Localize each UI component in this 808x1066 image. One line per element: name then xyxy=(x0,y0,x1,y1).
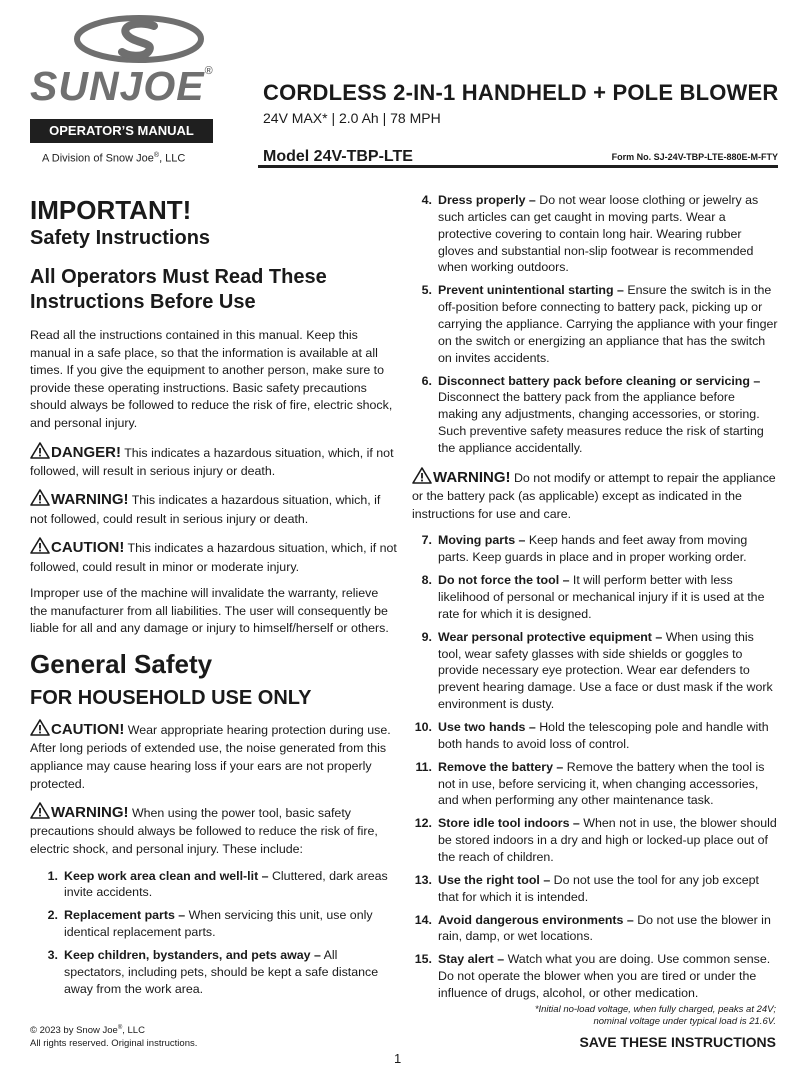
brand-wordmark: SUNJOE® xyxy=(30,63,214,109)
danger-keyword: DANGER! xyxy=(51,443,121,461)
warning-text: This indicates a hazardous situation, which, if not followed, could result in serious injury or death. xyxy=(30,493,381,526)
caution-keyword: CAUTION! xyxy=(51,539,125,557)
warning-notice xyxy=(30,489,398,528)
household-use-heading: FOR HOUSEHOLD USE ONLY xyxy=(30,686,312,709)
hearing-caution-notice xyxy=(30,719,398,793)
danger-notice xyxy=(30,442,398,481)
warning-triangle-icon xyxy=(30,537,50,554)
power-tool-warning-notice xyxy=(30,802,398,859)
list-item: 5. Prevent unintentional starting – Ensure the switch is in the off-position before connecting to battery pack, picking up or carrying the appliance. Carrying the appliance with your finger on the switch or energizing an appliance that has the switch on invites accidents. xyxy=(421,283,778,365)
caution-keyword: CAUTION! xyxy=(51,720,125,738)
rights-text: All rights reserved. Original instructions. xyxy=(30,1037,198,1049)
warning-keyword: WARNING! xyxy=(51,804,129,822)
must-read-heading: All Operators Must Read These Instructions Before Use xyxy=(30,265,327,313)
modify-warning-text: Do not modify or attempt to repair the appliance or the battery pack (as applicable) except as indicated in the instructions for use and care. xyxy=(412,470,776,521)
voltage-footnote xyxy=(470,1004,776,1029)
list-item: 9. Wear personal protective equipment – When using this tool, wear safety glasses with side shields or goggles to provide necessary eye protection. Wear ear defenders to prevent hearing damage. Use a face or dust mask if the work environment is dusty. xyxy=(421,629,773,712)
list-item: 3. Keep children, bystanders, and pets away – All spectators, including pets, should be kept a safe distance away from the work area. xyxy=(47,948,379,996)
safety-list-right-b xyxy=(412,532,778,1001)
safety-instructions-heading: Safety Instructions xyxy=(30,226,211,249)
warning-triangle-icon xyxy=(412,467,432,484)
footnote-line: nominal voltage under typical load is 21.6V. xyxy=(593,1016,776,1028)
danger-text: This indicates a hazardous situation, which, if not followed, will result in serious injury or death. xyxy=(30,445,394,478)
list-item: 1. Keep work area clean and well-lit – Cluttered, dark areas invite accidents. xyxy=(47,868,388,900)
improper-use-paragraph: Improper use of the machine will invalidate the warranty, relieve the manufacturer from all liabilities. The user will consequently be liable for all and any damage or injury to himself/herself or others. xyxy=(30,586,389,636)
product-title: CORDLESS 2-IN-1 HANDHELD + POLE BLOWER xyxy=(263,80,779,105)
sunjoe-logo-mark xyxy=(72,14,206,64)
form-number: Form No. SJ-24V-TBP-LTE-880E-M-FTY xyxy=(611,152,778,162)
list-item: 7. Moving parts – Keep hands and feet away from moving parts. Keep guards in place and in proper working order. xyxy=(421,533,748,565)
important-heading: IMPORTANT! xyxy=(30,195,192,225)
page-number: 1 xyxy=(394,1051,402,1066)
warning-triangle-icon xyxy=(30,442,50,459)
intro-paragraph: Read all the instructions contained in this manual. Keep this manual in a safe place, so that the information is available at all times. If you give the equipment to another person, make sure to provide these operating instructions. Basic safety precautions should always be followed to reduce the risk of fire, electric shock, and personal injury. xyxy=(30,327,393,430)
list-item: 13. Use the right tool – Do not use the tool for any job except that for which it is intended. xyxy=(414,872,759,904)
division-text: A Division of Snow Joe®, LLC xyxy=(42,152,186,165)
left-column xyxy=(30,196,398,1004)
list-item: 2. Replacement parts – When servicing this unit, use only identical replacement parts. xyxy=(47,908,373,940)
warning-keyword: WARNING! xyxy=(51,491,129,509)
general-safety-heading: General Safety xyxy=(30,649,213,680)
header-divider xyxy=(258,165,778,168)
list-item: 4. Dress properly – Do not wear loose clothing or jewelry as such articles can get caught in moving parts. Wear a protective covering to contain long hair. Wearing rubber gloves and substantial non-slip footwear is recommended when working outdoors. xyxy=(421,193,759,275)
power-tool-warning-text: When using the power tool, basic safety precautions should always be followed to reduce the risk of fire, electric shock, and personal injury. These include: xyxy=(30,806,378,857)
hearing-caution-text: Wear appropriate hearing protection during use. After long periods of extended use, the noise generated from this appliance may cause hearing loss if your ears are not properly protected. xyxy=(30,722,391,791)
list-item: 12. Store idle tool indoors – When not in use, the blower should be stored indoors in a dry and high or locked-up place out of the reach of children. xyxy=(414,816,777,865)
safety-list-right-a xyxy=(412,192,778,457)
product-specs: 24V MAX* | 2.0 Ah | 78 MPH xyxy=(263,110,441,126)
list-item: 15. Stay alert – Watch what you are doing. Use common sense. Do not operate the blower when you are tired or under the influence of drugs, alcohol, or other medication. xyxy=(414,952,771,1001)
footnote-line: *Initial no-load voltage, when fully charged, peaks at 24V; xyxy=(534,1004,776,1015)
operators-manual-label: OPERATOR’S MANUAL xyxy=(30,119,213,143)
list-item: 6. Disconnect battery pack before cleaning or servicing – Disconnect the battery pack from the appliance before making any adjustments, changing accessories, or storing. Such preventive safety measures reduce the risk of starting the appliance accidentally. xyxy=(421,373,764,456)
list-item: 10. Use two hands – Hold the telescoping pole and handle with both hands to avoid loss of control. xyxy=(414,720,769,751)
warning-triangle-icon xyxy=(30,489,50,506)
copyright: © 2023 by Snow Joe®, LLC All rights reserved. Original instructions. xyxy=(30,1025,198,1049)
modify-warning-notice xyxy=(412,467,778,524)
list-item: 14. Avoid dangerous environments – Do not use the blower in rain, damp, or wet locations. xyxy=(414,912,771,944)
model-number: Model 24V-TBP-LTE xyxy=(263,148,413,165)
warning-triangle-icon xyxy=(30,719,50,736)
list-item: 11. Remove the battery – Remove the battery when the tool is not in use, before servicing it, when changing accessories, and when performing any other maintenance task. xyxy=(415,759,765,808)
save-instructions: SAVE THESE INSTRUCTIONS xyxy=(579,1034,776,1050)
right-column xyxy=(412,192,778,1008)
caution-text: This indicates a hazardous situation, which, if not followed, could result in minor or moderate injury. xyxy=(30,541,397,574)
safety-list-left xyxy=(38,868,398,998)
warning-keyword: WARNING! xyxy=(433,468,511,486)
warning-triangle-icon xyxy=(30,802,50,819)
caution-notice xyxy=(30,537,398,576)
list-item: 8. Do not force the tool – It will perform better with less likelihood of personal or mechanical injury if it is used at the rate for which it is designed. xyxy=(421,573,765,621)
